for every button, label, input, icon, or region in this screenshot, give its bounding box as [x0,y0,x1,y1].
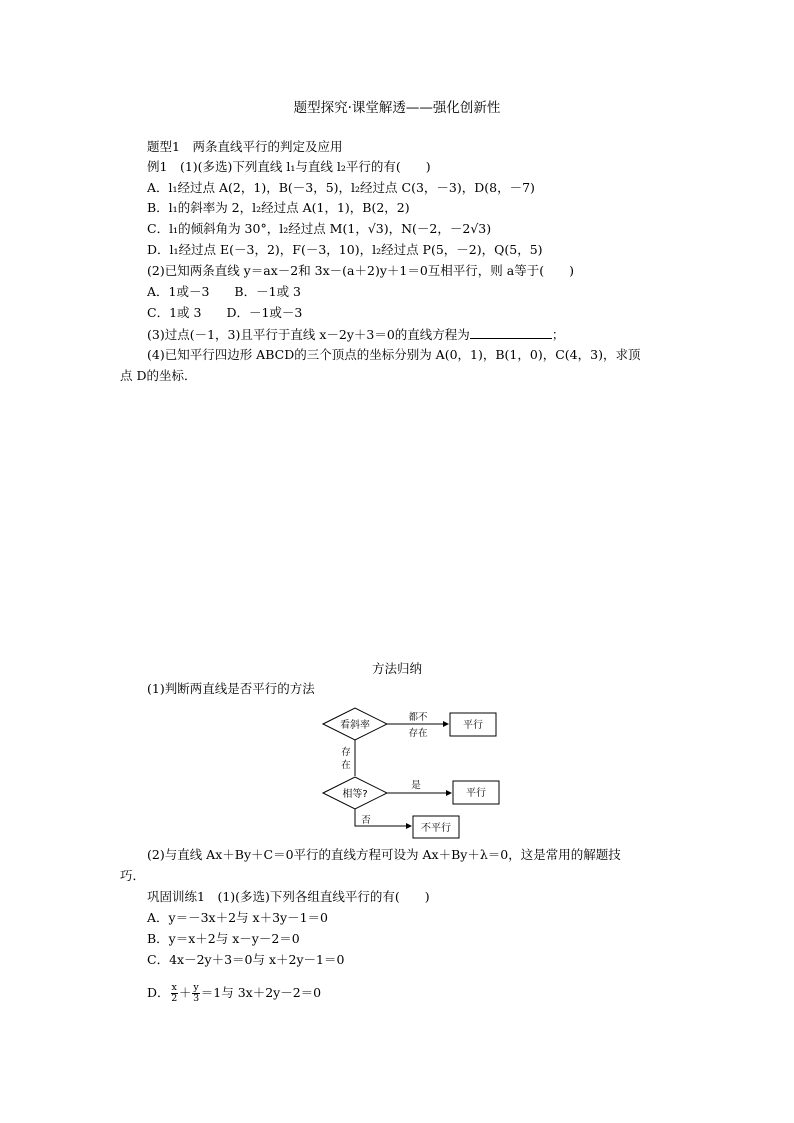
method-point2-line1: (2)与直线 Ax＋By＋C＝0平行的直线方程可设为 Ax＋By＋λ＝0，这是常用的解题技 [147,847,621,862]
method-point1: (1)判断两直线是否平行的方法 [147,681,315,696]
edge2-label-line2: 在 [341,760,351,771]
page-title: 题型探究·课堂解透——强化创新性 [293,100,501,116]
fraction2-numerator: y [193,982,199,993]
example1-q3-end: ； [551,327,565,342]
edge4-label: 否 [361,815,371,826]
option-d-prefix: D． [147,985,170,1000]
practice-question1: 巩固训练1 (1)(多选)下列各组直线平行的有( ) [147,889,430,904]
practice-option-d [147,982,321,1004]
example1-option-b: B．l₁的斜率为 2，l₂经过点 A(1，1)，B(2，2) [147,200,410,215]
fraction1-denominator: 2 [171,993,178,1004]
practice-option-a: A．y＝－3x＋2与 x＋3y－1＝0 [147,910,328,925]
box2-label: 平行 [466,788,486,799]
method-point2-line2: 巧． [120,868,146,883]
diamond2-label: 相等? [342,789,368,800]
example1-q3-text: (3)过点(－1，3)且平行于直线 x－2y＋3＝0的直线方程为 [147,327,470,342]
practice-option-b: B．y＝x＋2与 x－y－2＝0 [147,931,300,946]
example1-question3 [147,326,564,343]
example1-option-a: A．l₁经过点 A(2，1)，B(－3，5)，l₂经过点 C(3，－3)，D(8，－7) [147,180,535,195]
example1-q2-options-cd: C．1或 3 D．－1或－3 [147,305,303,320]
answer-blank [470,326,552,339]
edge1-label-line1: 都不 [408,712,428,723]
example1-question1: 例1 (1)(多选)下列直线 l₁与直线 l₂平行的有( ) [147,159,431,174]
fraction2-denominator: 3 [193,993,200,1004]
example1-question2: (2)已知两条直线 y＝ax－2和 3x－(a＋2)y＋1＝0互相平行，则 a等于( ) [147,263,574,278]
method-heading: 方法归纳 [371,661,422,676]
fraction-y-over-3 [192,983,199,1004]
example1-option-d: D．l₁经过点 E(－3，2)，F(－3，10)，l₂经过点 P(5，－2)，Q(5，5) [147,242,543,257]
flowchart [315,700,515,842]
topic-heading: 题型1 两条直线平行的判定及应用 [147,139,343,154]
edge3-label: 是 [411,780,421,791]
option-d-plus: ＋ [178,985,192,1000]
box3-label: 不平行 [421,823,451,834]
example1-option-c: C．l₁的倾斜角为 30°，l₂经过点 M(1，√3)，N(－2，－2√3) [147,221,492,236]
edge1-label-line2: 存在 [408,728,428,739]
example1-q2-options-ab: A．1或－3 B．－1或 3 [147,284,301,299]
edge2-label-line1: 存 [341,747,351,758]
fraction-x-over-2 [171,983,178,1004]
practice-option-c: C．4x－2y＋3＝0与 x＋2y－1＝0 [147,952,345,967]
fraction1-numerator: x [171,982,177,993]
option-d-rest: ＝1与 3x＋2y－2＝0 [200,985,322,1000]
example1-question4-line2: 点 D的坐标． [120,368,197,383]
diamond1-label: 看斜率 [340,720,370,731]
example1-question4-line1: (4)已知平行四边形 ABCD的三个顶点的坐标分别为 A(0，1)，B(1，0)，C(4，3)，求顶 [147,347,641,362]
box1-label: 平行 [463,720,483,731]
